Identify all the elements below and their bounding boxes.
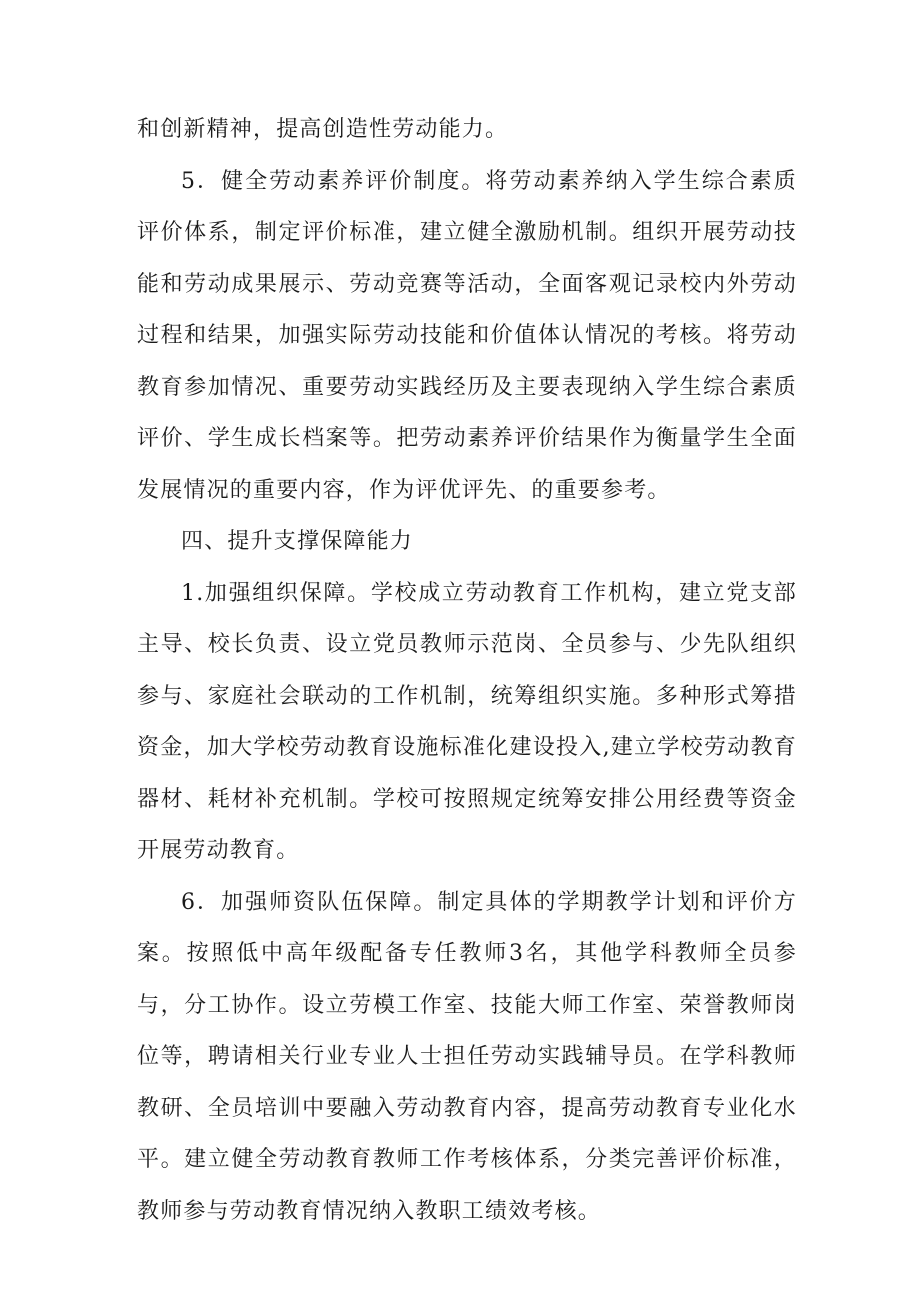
section-heading-support: 四、提升支撑保障能力	[181, 529, 414, 554]
paragraph-continuation: 和创新精神，提高创造性劳动能力。	[137, 117, 509, 142]
paragraph-teacher-guarantee: 6．加强师资队伍保障。制定具体的学期教学计划和评价方案。按照低中高年级配备专任教师3名，其他学科教师全员参与，分工协作。设立劳模工作室、技能大师工作室、荣誉教师岗位等，聘请相关行业专业人士担任劳动实践辅导员。在学科教师教研、全员培训中要融入劳动教育内容，提高劳动教育专业化水平。建立健全劳动教育教师工作考核体系，分类完善评价标准，教师参与劳动教育情况纳入教职工绩效考核。	[137, 889, 797, 1224]
document-body	[137, 104, 797, 1237]
paragraph-labor-evaluation: 5．健全劳动素养评价制度。将劳动素养纳入学生综合素质评价体系，制定评价标准，建立健全激励机制。组织开展劳动技能和劳动成果展示、劳动竞赛等活动，全面客观记录校内外劳动过程和结果，加强实际劳动技能和价值体认情况的考核。将劳动教育参加情况、重要劳动实践经历及主要表现纳入学生综合素质评价、学生成长档案等。把劳动素养评价结果作为衡量学生全面发展情况的重要内容，作为评优评先、的重要参考。	[137, 168, 797, 503]
paragraph-organization-guarantee: 1.加强组织保障。学校成立劳动教育工作机构，建立党支部主导、校长负责、设立党员教师示范岗、全员参与、少先队组织参与、家庭社会联动的工作机制，统筹组织实施。多种形式筹措资金，加大学校劳动教育设施标准化建设投入,建立学校劳动教育器材、耗材补充机制。学校可按照规定统筹安排公用经费等资金开展劳动教育。	[137, 580, 797, 863]
